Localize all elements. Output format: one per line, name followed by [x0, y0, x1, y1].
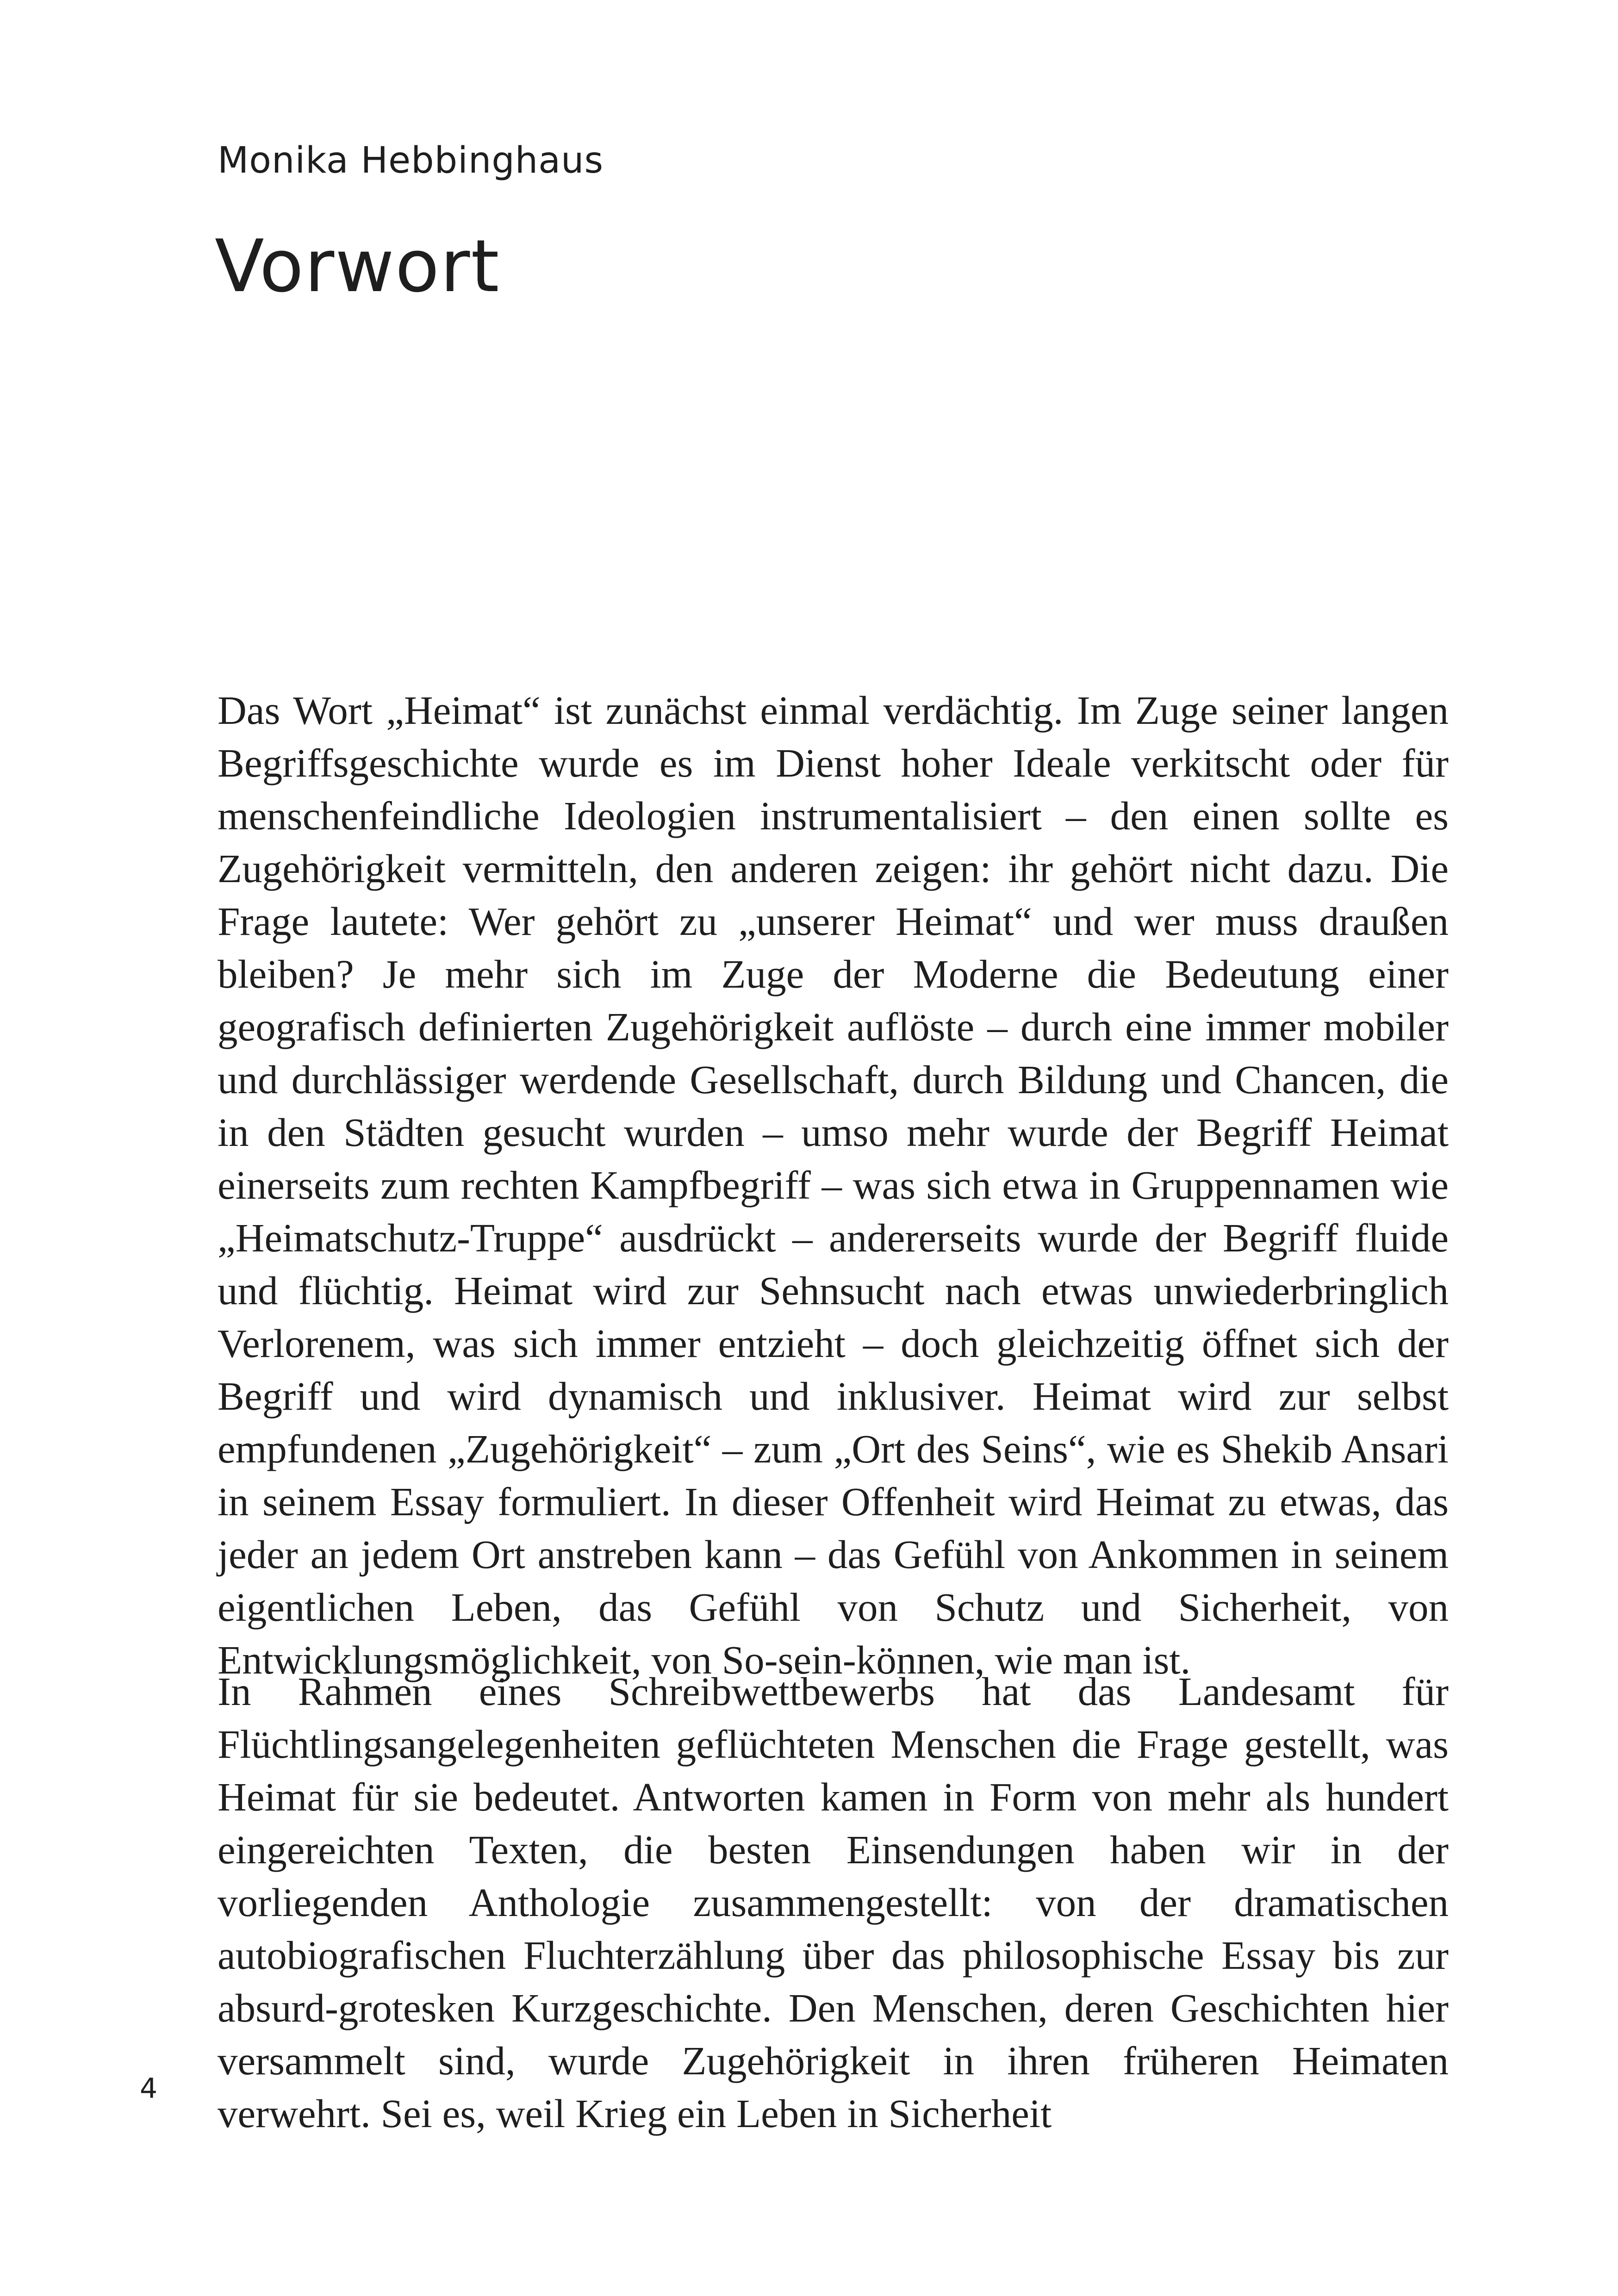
- page-title: Vorwort: [215, 224, 500, 308]
- body-paragraph: Das Wort „Heimat“ ist zunächst einmal verdächtig. Im Zuge seiner langen Begriffsgeschichte wurde es im Dienst hoher Ideale verkitscht oder für menschenfeindliche Ideologien instrumentalisiert – den einen sollte es Zugehörigkeit vermitteln, den anderen zeigen: ihr gehört nicht dazu. Die Frage lautete: Wer gehört zu „unserer Heimat“ und wer muss draußen bleiben? Je mehr sich im Zuge der Moderne die Bedeutung einer geografisch definierten Zugehörigkeit auflöste – durch eine immer mobiler und durchlässiger werdende Gesellschaft, durch Bildung und Chancen, die in den Städten gesucht wurden – umso mehr wurde der Begriff Heimat einerseits zum rechten Kampfbegriff – was sich etwa in Gruppennamen wie „Heimatschutz-Truppe“ ausdrückt – andererseits wurde der Begriff fluide und flüchtig. Heimat wird zur Sehnsucht nach etwas unwiederbringlich Verlorenem, was sich immer entzieht – doch gleichzeitig öffnet sich der Begriff und wird dynamisch und inklusiver. Heimat wird zur selbst empfundenen „Zugehörigkeit“ – zum „Ort des Seins“, wie es Shekib Ansari in seinem Essay formuliert. In dieser Offenheit wird Heimat zu etwas, das jeder an jedem Ort anstreben kann – das Gefühl von Ankommen in seinem eigentlichen Leben, das Gefühl von Schutz und Sicherheit, von Entwicklungsmöglichkeit, von So-sein-können, wie man ist.: [218, 688, 1449, 1682]
- body-paragraph: In Rahmen eines Schreibwettbewerbs hat das Landesamt für Flüchtlingsangelegenheiten geflüchteten Menschen die Frage gestellt, was Heimat für sie bedeutet. Antworten kamen in Form von mehr als hundert eingereichten Texten, die besten Einsendungen haben wir in der vorliegenden Anthologie zusammengestellt: von der dramatischen autobiografischen Fluchterzählung über das philosophische Essay bis zur absurd-grotesken Kurzgeschichte. Den Menschen, deren Geschichten hier versammelt sind, wurde Zugehörigkeit in ihren früheren Heimaten verwehrt. Sei es, weil Krieg ein Leben in Sicherheit: [218, 1669, 1449, 2136]
- page-number: 4: [140, 2072, 158, 2105]
- author-name: Monika Hebbinghaus: [218, 140, 604, 181]
